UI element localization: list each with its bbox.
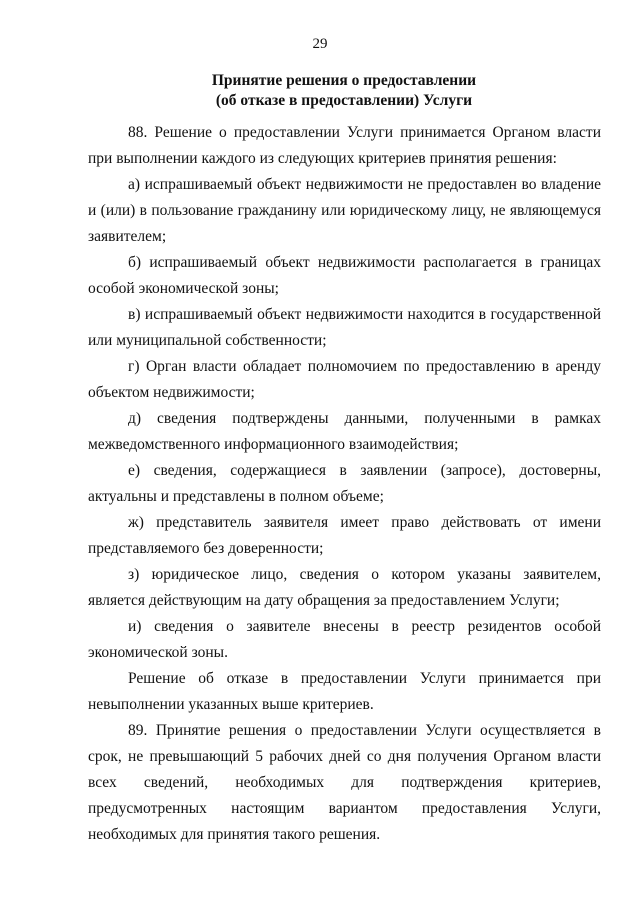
heading-line-1: Принятие решения о предоставлении bbox=[211, 72, 477, 89]
criterion-b: б) испрашиваемый объект недвижимости располагается в границах особой экономической зоны; bbox=[88, 254, 601, 297]
criterion-g: г) Орган власти обладает полномочием по предоставлению в аренду объектом недвижимости; bbox=[88, 358, 601, 401]
criterion-e: е) сведения, содержащиеся в заявлении (запросе), достоверны, актуальны и представлены в полном объеме; bbox=[88, 462, 601, 505]
criterion-i: и) сведения о заявителе внесены в реестр резидентов особой экономической зоны. bbox=[88, 618, 601, 661]
criterion-zh: ж) представитель заявителя имеет право действовать от имени представляемого без доверенности; bbox=[88, 514, 601, 557]
document-body bbox=[88, 120, 601, 848]
paragraph-89: 89. Принятие решения о предоставлении Услуги осуществляется в срок, не превышающий 5 рабочих дней со дня получения Органом власти всех сведений, необходимых для подтверждения критериев, предусмотренных настоящим вариантом предоставления Услуги, необходимых для принятия такого решения. bbox=[88, 722, 601, 843]
refusal-paragraph: Решение об отказе в предоставлении Услуги принимается при невыполнении указанных выше критериев. bbox=[88, 670, 601, 713]
criterion-v: в) испрашиваемый объект недвижимости находится в государственной или муниципальной собственности; bbox=[88, 306, 601, 349]
heading-line-2: (об отказе в предоставлении) Услуги bbox=[215, 92, 473, 109]
criterion-a: а) испрашиваемый объект недвижимости не предоставлен во владение и (или) в пользование гражданину или юридическому лицу, не являющемуся заявителем; bbox=[88, 176, 601, 245]
criterion-d: д) сведения подтверждены данными, полученными в рамках межведомственного информационного взаимодействия; bbox=[88, 410, 601, 453]
page-number: 29 bbox=[312, 36, 328, 52]
criterion-z: з) юридическое лицо, сведения о котором указаны заявителем, является действующим на дату обращения за предоставлением Услуги; bbox=[88, 566, 601, 609]
section-heading bbox=[88, 71, 600, 111]
paragraph-88: 88. Решение о предоставлении Услуги принимается Органом власти при выполнении каждого из следующих критериев принятия решения: bbox=[88, 124, 601, 167]
